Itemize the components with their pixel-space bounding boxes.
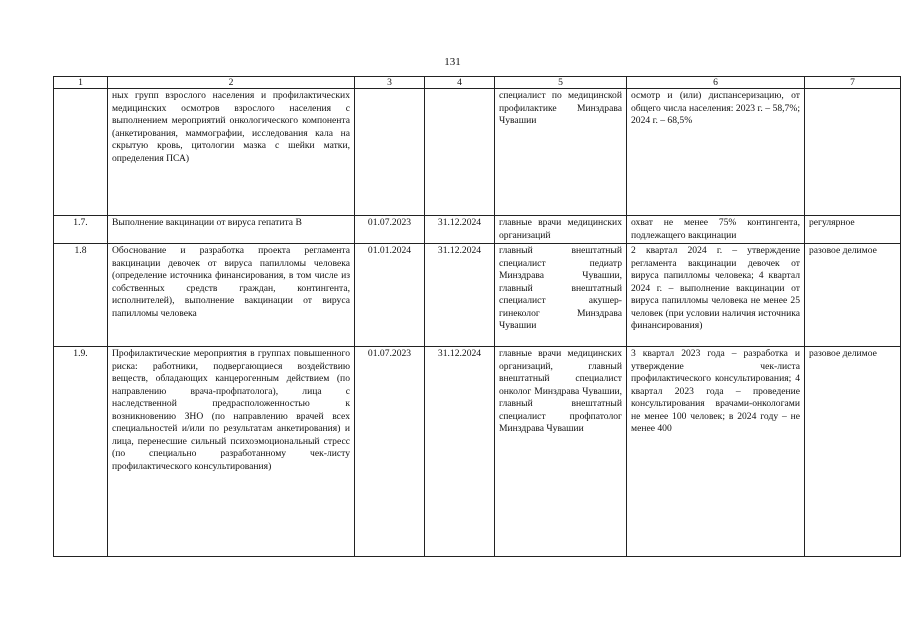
- column-header-1: 1: [54, 77, 108, 89]
- measure-cell: ных групп взрослого населения и профилактических медицинских осмотров взрослого населения с выполнением мероприятий онкологического компонента (анкетирования, маммографии, исследования кала на скрытую кровь, цитологии мазка с шейки матки, определения ПСА): [108, 89, 355, 216]
- type-cell: разовое делимое: [805, 347, 901, 557]
- start-date-cell: 01.07.2023: [355, 216, 425, 244]
- measure-cell: Профилактические мероприятия в группах повышенного риска: работники, подвергающиеся воздействию веществ, обладающих канцерогенным действием (по направлению врача-профпатолога), лица с наследственной предрасположенностью к возникновению ЗНО (по направлению врачей всех специальностей и/или по результатам анкетирования) и лица, перенесшие сильный психоэмоциональный стресс (по специально разработанному чек-листу профилактического консультирования): [108, 347, 355, 557]
- type-cell: [805, 89, 901, 216]
- end-date-cell: 31.12.2024: [425, 244, 495, 347]
- executor-cell: главные врачи медицинских организаций, главный внештатный специалист онколог Минздрава Чувашии, главный внештатный специалист профпатолог Минздрава Чувашии: [495, 347, 627, 557]
- end-date-cell: [425, 89, 495, 216]
- table-row: [54, 244, 901, 347]
- column-header-2: 2: [108, 77, 355, 89]
- table-row: [54, 89, 901, 216]
- column-header-6: 6: [627, 77, 805, 89]
- row-number: 1.8: [54, 244, 108, 347]
- row-number: 1.9.: [54, 347, 108, 557]
- type-cell: регулярное: [805, 216, 901, 244]
- start-date-cell: 01.07.2023: [355, 347, 425, 557]
- start-date-cell: 01.01.2024: [355, 244, 425, 347]
- type-cell: разовое делимое: [805, 244, 901, 347]
- end-date-cell: 31.12.2024: [425, 347, 495, 557]
- indicator-cell: осмотр и (или) диспансеризацию, от общего числа населения: 2023 г. – 58,7%; 2024 г. – 68,5%: [627, 89, 805, 216]
- column-header-4: 4: [425, 77, 495, 89]
- table-row: [54, 347, 901, 557]
- column-header-5: 5: [495, 77, 627, 89]
- column-header-3: 3: [355, 77, 425, 89]
- indicator-cell: 3 квартал 2023 года – разработка и утверждение чек-листа профилактического консультирования; 4 квартал 2023 года – проведение консультирования врачами-онкологами не менее 100 человек; в 2024 году – не менее 400: [627, 347, 805, 557]
- executor-cell: главный внештатный специалист педиатр Минздрава Чувашии, главный внештатный специалист акушер-гинеколог Минздрава Чувашии: [495, 244, 627, 347]
- page-number: 131: [444, 56, 461, 68]
- column-header-row: [54, 77, 901, 89]
- measure-cell: Обоснование и разработка проекта регламента вакцинации девочек от вируса папилломы человека (определение источника финансирования, в том числе из собственных средств граждан, контингента, исполнителей), выполнение вакцинации от вируса папилломы человека: [108, 244, 355, 347]
- row-number: 1.7.: [54, 216, 108, 244]
- executor-cell: главные врачи медицинских организаций: [495, 216, 627, 244]
- end-date-cell: 31.12.2024: [425, 216, 495, 244]
- start-date-cell: [355, 89, 425, 216]
- plan-table: [53, 76, 901, 557]
- column-header-7: 7: [805, 77, 901, 89]
- executor-cell: специалист по медицинской профилактике Минздрава Чувашии: [495, 89, 627, 216]
- measure-cell: Выполнение вакцинации от вируса гепатита В: [108, 216, 355, 244]
- table-row: [54, 216, 901, 244]
- row-number: [54, 89, 108, 216]
- indicator-cell: 2 квартал 2024 г. – утверждение регламента вакцинации девочек от вируса папилломы человека; 4 квартал 2024 г. – выполнение вакцинации от вируса папилломы человека не менее 25 человек (при условии наличия источника финансирования): [627, 244, 805, 347]
- indicator-cell: охват не менее 75% контингента, подлежащего вакцинации: [627, 216, 805, 244]
